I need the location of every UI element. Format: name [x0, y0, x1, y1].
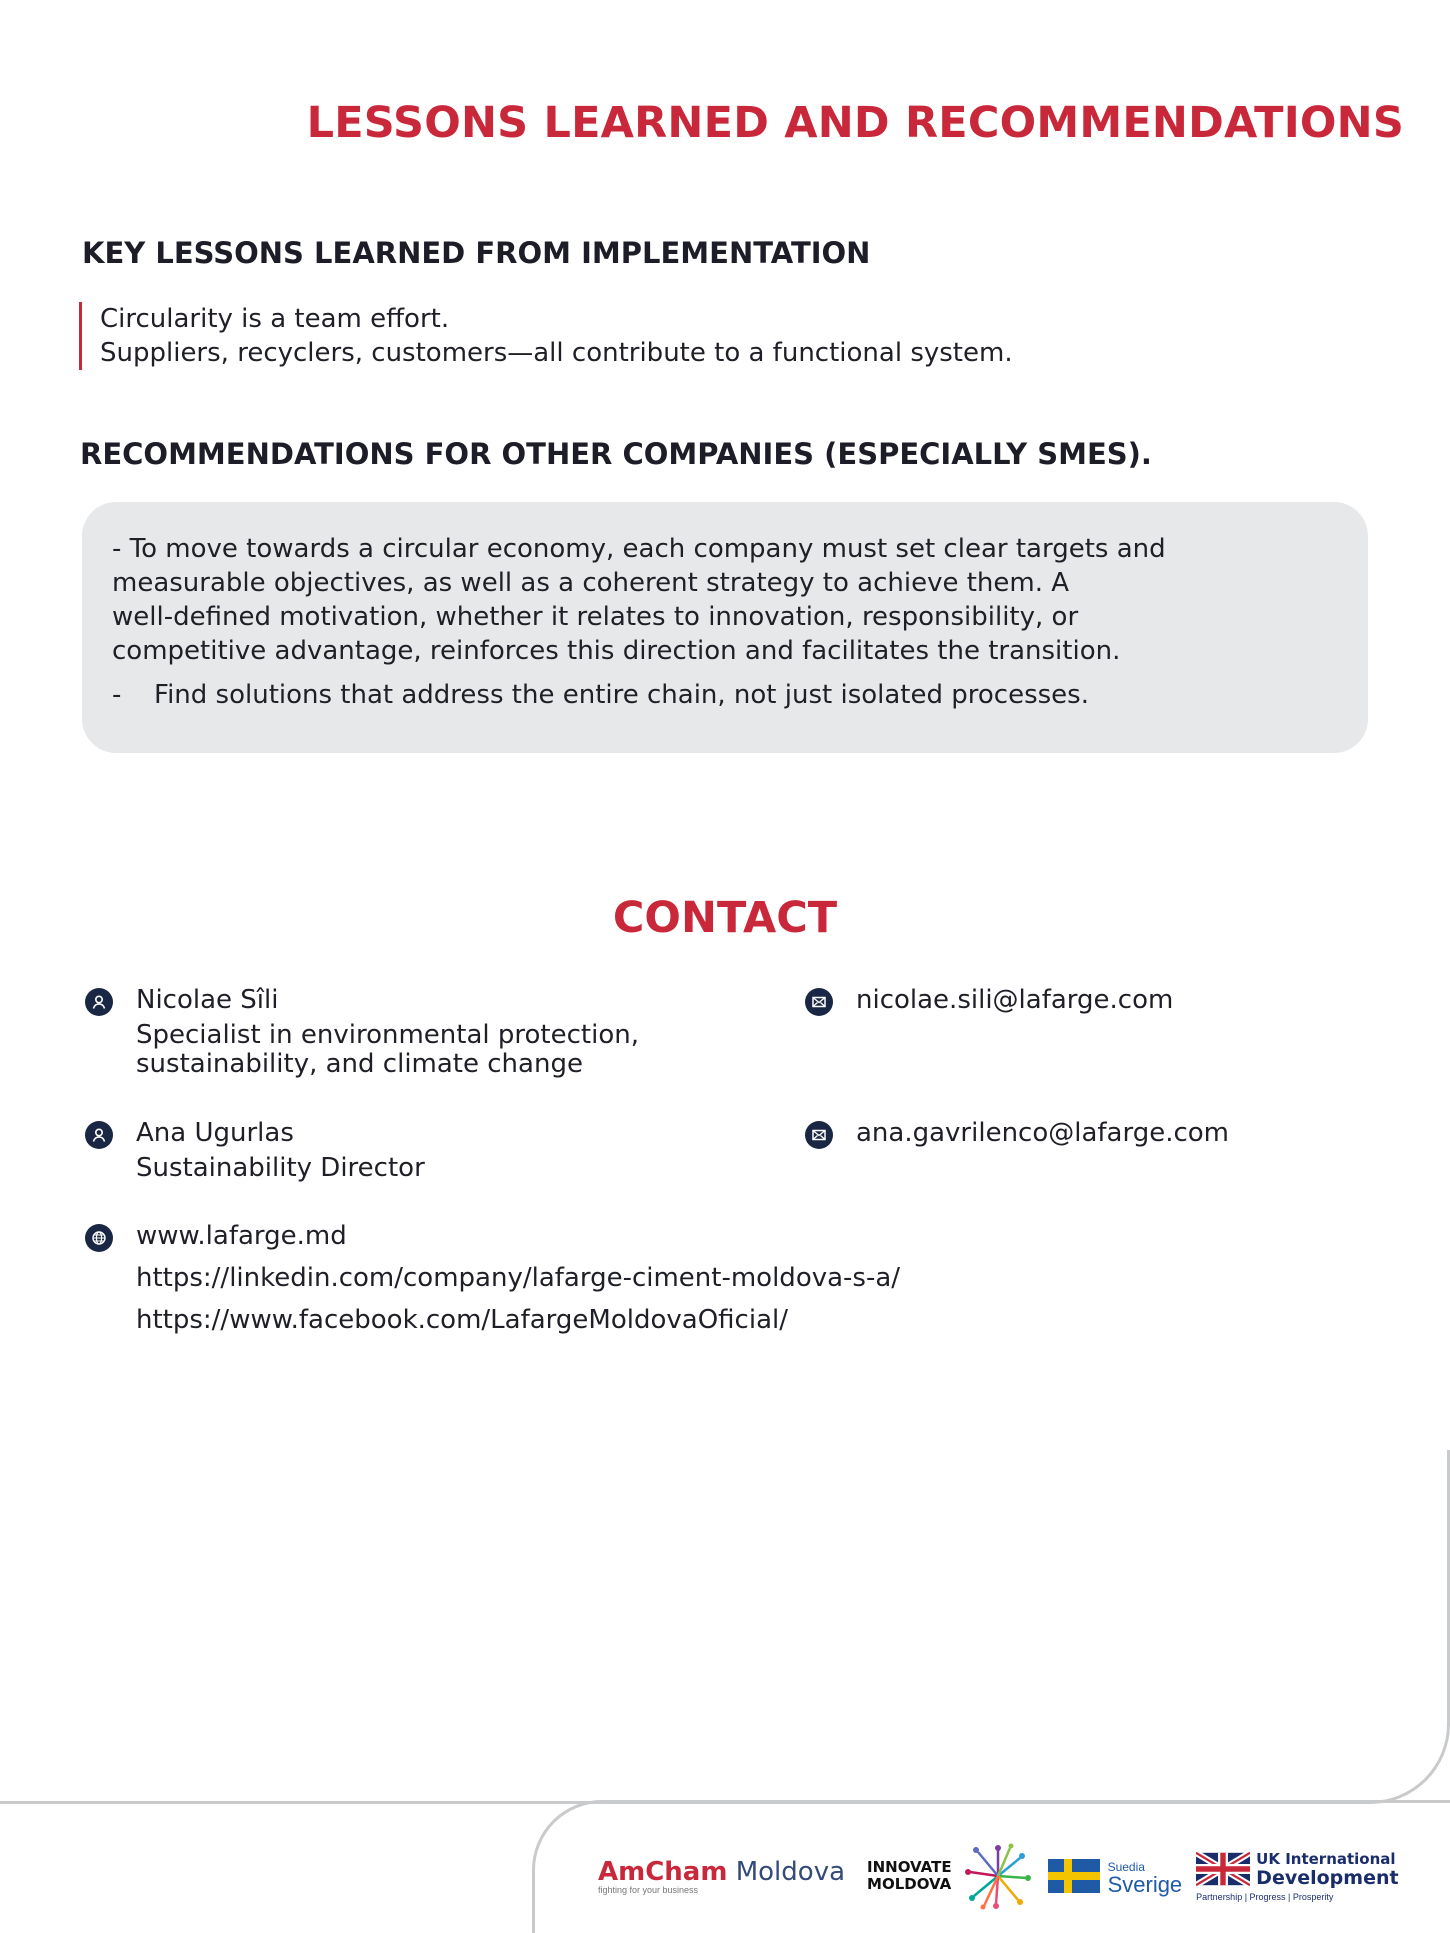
- amcham-logo-text: Moldova: [735, 1857, 846, 1887]
- partner-logos: [598, 1840, 1399, 1912]
- lesson-line: Circularity is a team effort.: [100, 304, 450, 334]
- sweden-logo-text: Sverige: [1107, 1872, 1183, 1897]
- amcham-logo-text: AmCham: [598, 1857, 728, 1887]
- person-icon: [85, 988, 113, 1016]
- website-link[interactable]: www.lafarge.md: [136, 1221, 347, 1251]
- recommendation-line: competitive advantage, reinforces this direction and facilitates the transition.: [112, 636, 1121, 666]
- sweden-flag-icon: [1048, 1859, 1100, 1893]
- contact-name: Ana Ugurlas: [136, 1118, 294, 1148]
- innovate-logo-text: INNOVATE: [867, 1858, 952, 1876]
- lesson-line: Suppliers, recyclers, customers—all contribute to a functional system.: [100, 338, 1013, 368]
- recommendation-line: well-defined motivation, whether it relates to innovation, responsibility, or: [112, 602, 1079, 632]
- lessons-quote: [79, 302, 1013, 370]
- contact-role: Specialist in environmental protection,: [136, 1020, 639, 1050]
- contact-name: Nicolae Sîli: [136, 985, 279, 1015]
- sweden-logo: [1048, 1858, 1183, 1897]
- person-icon: [85, 1121, 113, 1149]
- recommendations-box: [82, 502, 1368, 753]
- recommendation-line: - To move towards a circular economy, each company must set clear targets and: [112, 534, 1166, 564]
- lessons-heading: KEY LESSONS LEARNED FROM IMPLEMENTATION: [82, 236, 871, 270]
- recommendation-bullet: [112, 678, 1338, 712]
- uk-logo-text: Development: [1256, 1867, 1399, 1889]
- contact-role: sustainability, and climate change: [136, 1049, 583, 1079]
- circuit-mark-icon: [962, 1840, 1034, 1912]
- email-link[interactable]: ana.gavrilenco@lafarge.com: [856, 1118, 1230, 1148]
- globe-icon: [85, 1224, 113, 1252]
- contact-title: CONTACT: [612, 893, 838, 943]
- page-title: LESSONS LEARNED AND RECOMMENDATIONS: [306, 98, 1404, 148]
- uk-aid-logo: [1196, 1850, 1398, 1902]
- sweden-logo-text: Suedia: [1107, 1860, 1145, 1874]
- contact-person-2: [85, 1116, 425, 1183]
- recommendation-paragraph: [112, 532, 1312, 668]
- contact-person-1: [85, 983, 639, 1079]
- uk-logo-text: UK International: [1256, 1850, 1396, 1868]
- uk-tagline: Partnership | Progress | Prosperity: [1196, 1892, 1334, 1902]
- innovate-moldova-logo: [867, 1859, 952, 1893]
- amcham-tagline: fighting for your business: [598, 1885, 699, 1895]
- innovate-logo-text: MOLDOVA: [867, 1875, 952, 1893]
- recommendation-line: measurable objectives, as well as a coherent strategy to achieve them. A: [112, 568, 1070, 598]
- contact-role: Sustainability Director: [136, 1153, 425, 1183]
- email-link[interactable]: nicolae.sili@lafarge.com: [856, 985, 1174, 1015]
- amcham-logo: [598, 1857, 845, 1895]
- contact-email-2[interactable]: [805, 1116, 1229, 1150]
- contact-email-1[interactable]: [805, 983, 1173, 1017]
- recommendations-heading: RECOMMENDATIONS FOR OTHER COMPANIES (ESPECIALLY SMES).: [80, 437, 1152, 471]
- bullet-text: Find solutions that address the entire chain, not just isolated processes.: [154, 680, 1089, 710]
- footer-border-decoration: [0, 1450, 1450, 1804]
- uk-flag-icon: [1196, 1852, 1250, 1886]
- bullet-dash: -: [112, 680, 122, 710]
- linkedin-link[interactable]: https://linkedin.com/company/lafarge-ciment-moldova-s-a/: [136, 1263, 901, 1293]
- mail-icon: [805, 1121, 833, 1149]
- facebook-link[interactable]: https://www.facebook.com/LafargeMoldovaOficial/: [136, 1305, 788, 1335]
- mail-icon: [805, 988, 833, 1016]
- contact-links: [85, 1215, 900, 1341]
